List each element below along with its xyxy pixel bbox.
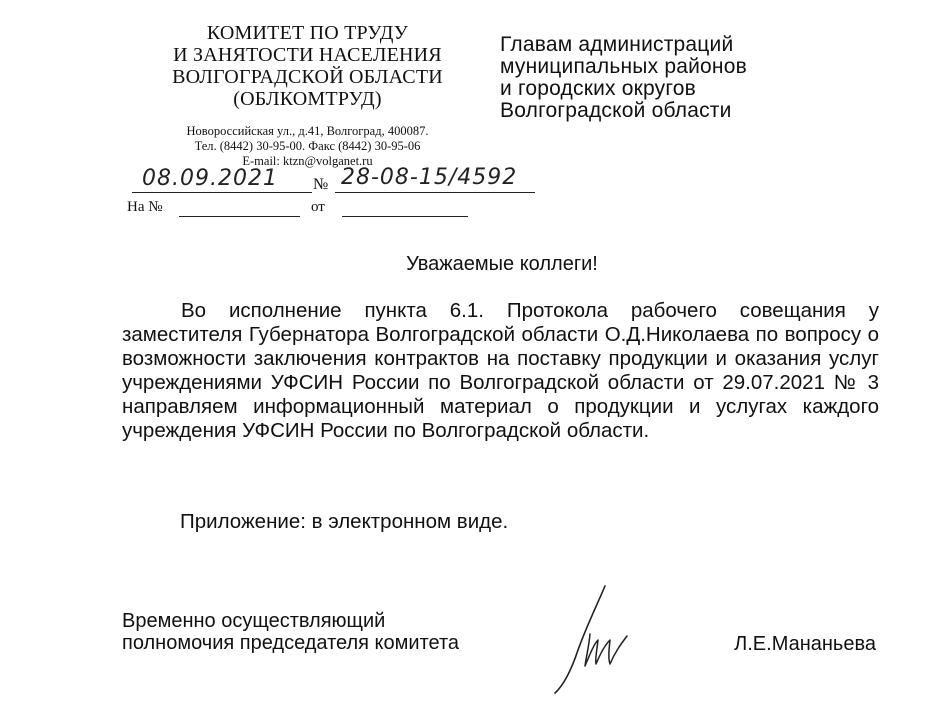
recipient-line: Волгоградской области	[500, 99, 732, 122]
signer-title-line: полномочия председателя комитета	[122, 632, 460, 654]
sender-contacts	[145, 124, 470, 169]
letter-body	[122, 299, 879, 443]
registration-number: 28-08-15/4592	[341, 165, 518, 190]
reply-date-line	[342, 216, 468, 217]
org-name-line: КОМИТЕТ ПО ТРУДУ	[206, 22, 409, 44]
org-name-line: И ЗАНЯТОСТИ НАСЕЛЕНИЯ	[173, 44, 442, 66]
signature-image	[545, 580, 635, 695]
sender-organization	[145, 22, 470, 110]
recipient-line: муниципальных районов	[500, 55, 747, 78]
signer-title-line: Временно осуществляющий	[122, 610, 386, 632]
registration-date: 08.09.2021	[142, 166, 278, 191]
attachment-note: Приложение: в электронном виде.	[180, 510, 509, 533]
signer-name: Л.Е.Мананьева	[734, 633, 876, 655]
body-paragraph: Во исполнение пункта 6.1. Протокола рабочего совещания у заместителя Губернатора Волгоградской области О.Д.Николаева по вопросу о возможности заключения контрактов на поставку продукции и оказания услуг учреждениями УФСИН России по Волгоградской области от 29.07.2021 № 3 направляем информационный материал о продукции и услугах каждого учреждения УФСИН России по Волгоградской области.	[122, 299, 879, 442]
reply-number-line	[179, 216, 300, 217]
recipient-line: и городских округов	[500, 77, 696, 100]
org-abbreviation: (ОБЛКОМТРУД)	[233, 88, 382, 110]
reply-number-label: На №	[127, 199, 163, 215]
sender-address: Новороссийская ул., д.41, Волгоград, 400087.	[186, 124, 429, 138]
signer-title	[122, 610, 459, 654]
sender-email: E-mail: ktzn@volganet.ru	[242, 154, 373, 168]
date-underline	[132, 192, 312, 193]
org-name-line: ВОЛГОГРАДСКОЙ ОБЛАСТИ	[172, 66, 443, 88]
sender-phone: Тел. (8442) 30-95-00. Факс (8442) 30-95-06	[194, 139, 421, 153]
number-underline	[335, 192, 535, 193]
number-sign: №	[313, 176, 329, 193]
greeting: Уважаемые коллеги!	[406, 253, 598, 275]
reply-from-label: от	[311, 199, 325, 215]
recipient-block	[500, 34, 747, 122]
recipient-line: Главам администраций	[500, 33, 734, 56]
